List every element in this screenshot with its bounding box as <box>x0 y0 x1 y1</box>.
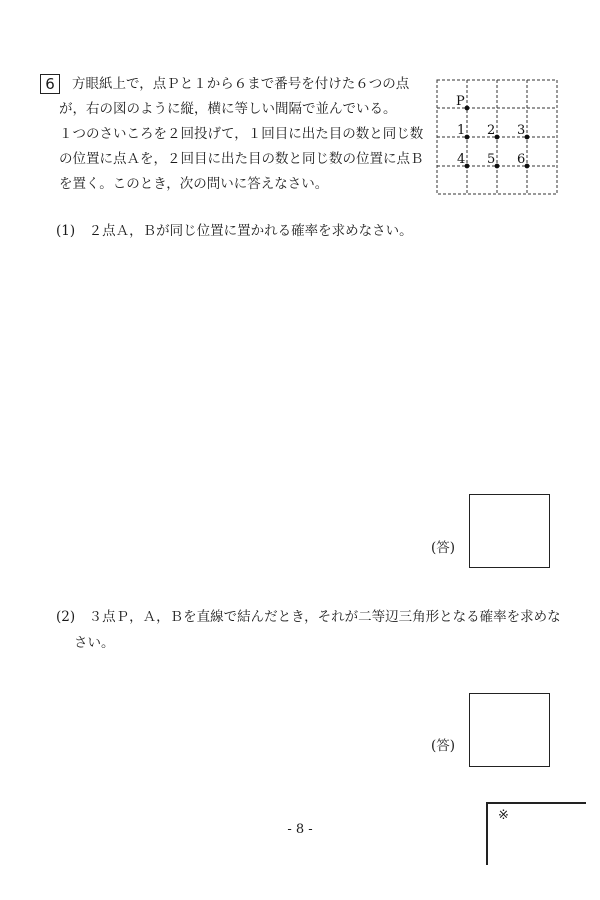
answer-1-label: (答) <box>431 540 456 556</box>
point-p-label: P <box>456 94 465 109</box>
point-5-label: 5 <box>487 152 496 167</box>
point-2-label: 2 <box>487 123 496 138</box>
intro-line-2: が，右の図のように縦，横に等しい間隔で並んでいる。 <box>59 101 397 117</box>
page-number: - 8 - <box>287 822 313 837</box>
point-5 <box>495 164 500 169</box>
problem-intro <box>59 72 432 197</box>
question-2 <box>56 604 561 656</box>
point-1 <box>465 135 470 140</box>
corner-frame-vertical <box>486 802 488 865</box>
point-p <box>465 106 470 111</box>
problem-number: 6 <box>40 74 60 94</box>
point-4 <box>465 164 470 169</box>
intro-line-4: の位置に点Ａを，２回目に出た目の数と同じ数の位置に点Ｂ <box>59 151 424 167</box>
question-2-line-1: (2) ３点Ｐ，Ａ，Ｂを直線で結んだとき，それが二等辺三角形となる確率を求めな <box>56 609 561 625</box>
intro-line-5: を置く。このとき，次の問いに答えなさい。 <box>59 176 329 192</box>
point-2 <box>495 135 500 140</box>
intro-line-3: １つのさいころを２回投げて，１回目に出た目の数と同じ数 <box>59 126 424 142</box>
grid-figure <box>435 78 560 198</box>
point-3 <box>525 135 530 140</box>
corner-frame-horizontal <box>486 802 586 804</box>
point-4-label: 4 <box>457 152 466 167</box>
question-2-line-2: さい。 <box>74 635 115 651</box>
intro-line-1: 方眼紙上で，点Ｐと１から６まで番号を付けた６つの点 <box>72 76 410 92</box>
point-1-label: 1 <box>457 123 466 138</box>
corner-mark: ※ <box>498 808 509 823</box>
point-3-label: 3 <box>517 123 526 138</box>
question-1: (1) ２点Ａ，Ｂが同じ位置に置かれる確率を求めなさい。 <box>56 223 413 239</box>
point-6-label: 6 <box>517 152 526 167</box>
answer-2-label: (答) <box>431 738 456 754</box>
answer-1-box[interactable] <box>469 494 550 568</box>
point-6 <box>525 164 530 169</box>
answer-2-box[interactable] <box>469 693 550 767</box>
